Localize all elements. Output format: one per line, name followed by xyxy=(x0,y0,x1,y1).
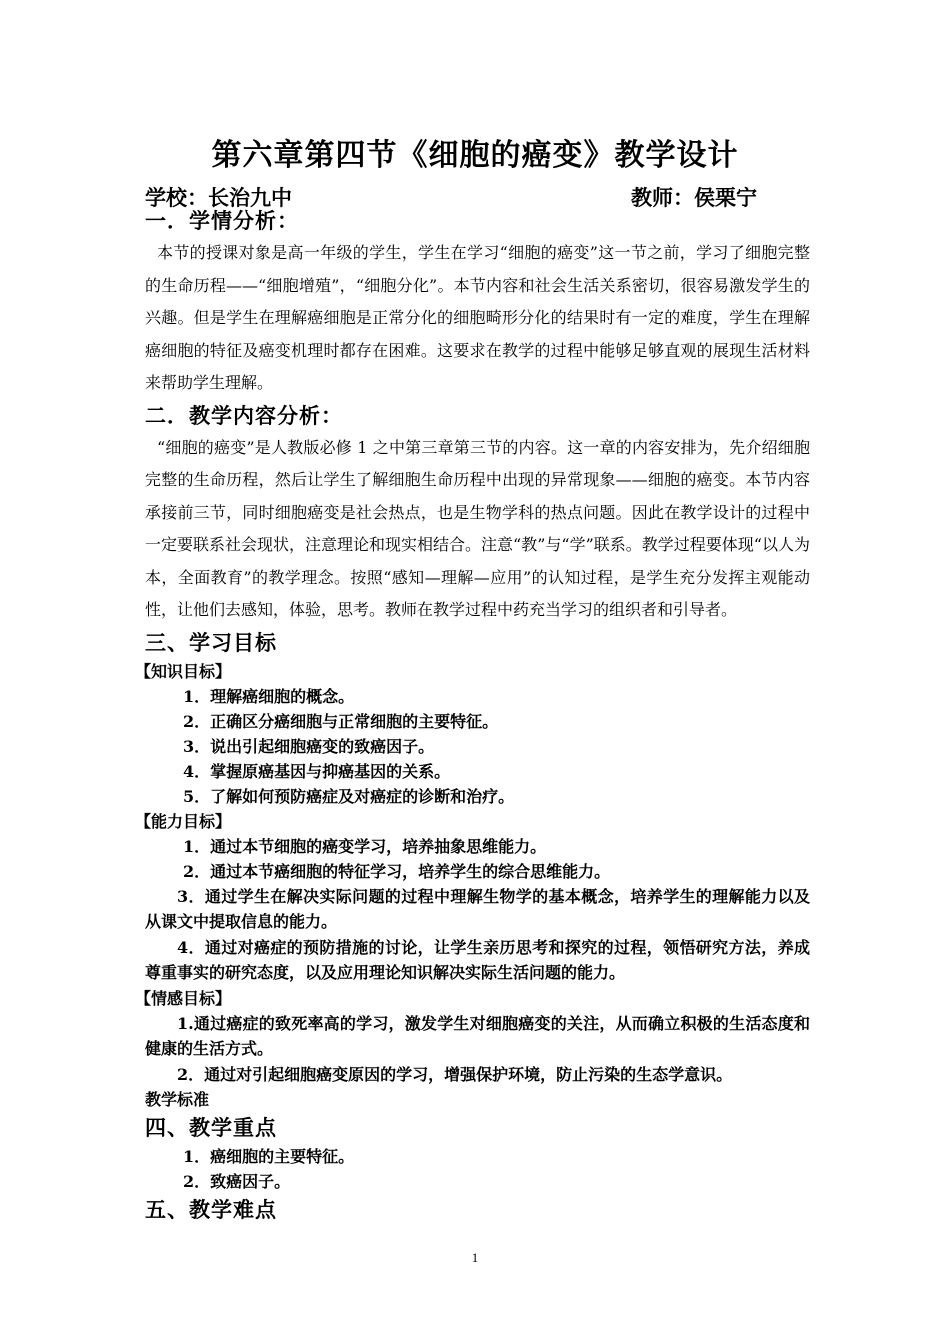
knowledge-item: 4．掌握原癌基因与抑癌基因的关系。 xyxy=(183,761,451,781)
page-number: 1 xyxy=(471,1250,479,1265)
knowledge-item: 3．说出引起细胞癌变的致癌因子。 xyxy=(183,736,435,756)
ability-item: 4．通过对癌症的预防措施的讨论，让学生亲历思考和探究的过程，领悟研究方法，养成尊重事实的研究态度，以及应用理论知识解决实际生活问题的能力。 xyxy=(145,937,810,982)
standard-line: 教学标准 xyxy=(145,1090,210,1109)
ability-item: 2．通过本节癌细胞的特征学习，培养学生的综合思维能力。 xyxy=(183,861,611,881)
ability-item: 3．通过学生在解决实际问题的过程中理解生物学的基本概念，培养学生的理解能力以及从课文中提取信息的能力。 xyxy=(145,886,810,931)
section-body-2: “细胞的癌变”是人教版必修 1 之中第三章第三节的内容。这一章的内容安排为，先介绍细胞完整的生命历程，然后让学生了解细胞生命历程中出现的异常现象——细胞的癌变。本节内容承接前三节，同时细胞癌变是社会热点，也是生物学科的热点问题。因此在教学设计的过程中一定要联系社会现状，注意理论和现实相结合。注意“教”与“学”联系。教学过程要体现“以人为本，全面教育”的教学理念。按照“感知—理解—应用”的认知过程，是学生充分发挥主观能动性，让他们去感知，体验，思考。教师在教学过程中药充当学习的组织者和引导者。 xyxy=(145,437,810,619)
emotion-heading: 【情感目标】 xyxy=(135,988,232,1008)
emotion-item: 2．通过对引起细胞癌变原因的学习，增强保护环境，防止污染的生态学意识。 xyxy=(177,1064,733,1084)
section-heading-1: 一．学情分析： xyxy=(145,208,299,233)
document-body xyxy=(135,205,810,1226)
knowledge-item: 5．了解如何预防癌症及对癌症的诊断和治疗。 xyxy=(183,786,515,806)
teacher-label: 教师：侯栗宁 xyxy=(631,185,757,210)
ability-heading: 【能力目标】 xyxy=(135,811,232,831)
key-point-item: 1．癌细胞的主要特征。 xyxy=(183,1147,355,1166)
section-heading-2: 二．教学内容分析： xyxy=(145,402,343,428)
section-heading-5: 五、教学难点 xyxy=(145,1197,277,1222)
section-heading-4: 四、教学重点 xyxy=(145,1115,277,1140)
knowledge-item: 1．理解癌细胞的概念。 xyxy=(183,686,355,706)
emotion-item: 1.通过癌症的致死率高的学习，激发学生对细胞癌变的关注，从而确立积极的生活态度和健康的生活方式。 xyxy=(145,1013,810,1058)
knowledge-item: 2．正确区分癌细胞与正常细胞的主要特征。 xyxy=(183,711,499,731)
school-label: 学校：长治九中 xyxy=(145,185,292,210)
key-point-item: 2．致癌因子。 xyxy=(183,1172,291,1191)
section-body-1: 本节的授课对象是高一年级的学生，学生在学习“细胞的癌变”这一节之前，学习了细胞完整的生命历程——“细胞增殖”，“细胞分化”。本节内容和社会生活关系密切，很容易激发学生的兴趣。但是学生在理解癌细胞是正常分化的细胞畸形分化的结果时有一定的难度，学生在理解癌细胞的特征及癌变机理时都存在困难。这要求在教学的过程中能够足够直观的展现生活材料来帮助学生理解。 xyxy=(145,243,810,392)
section-heading-3: 三、学习目标 xyxy=(145,629,277,655)
ability-item: 1．通过本节细胞的癌变学习，培养抽象思维能力。 xyxy=(183,836,547,856)
knowledge-heading: 【知识目标】 xyxy=(135,661,232,681)
page-title: 第六章第四节《细胞的癌变》教学设计 xyxy=(211,138,739,173)
